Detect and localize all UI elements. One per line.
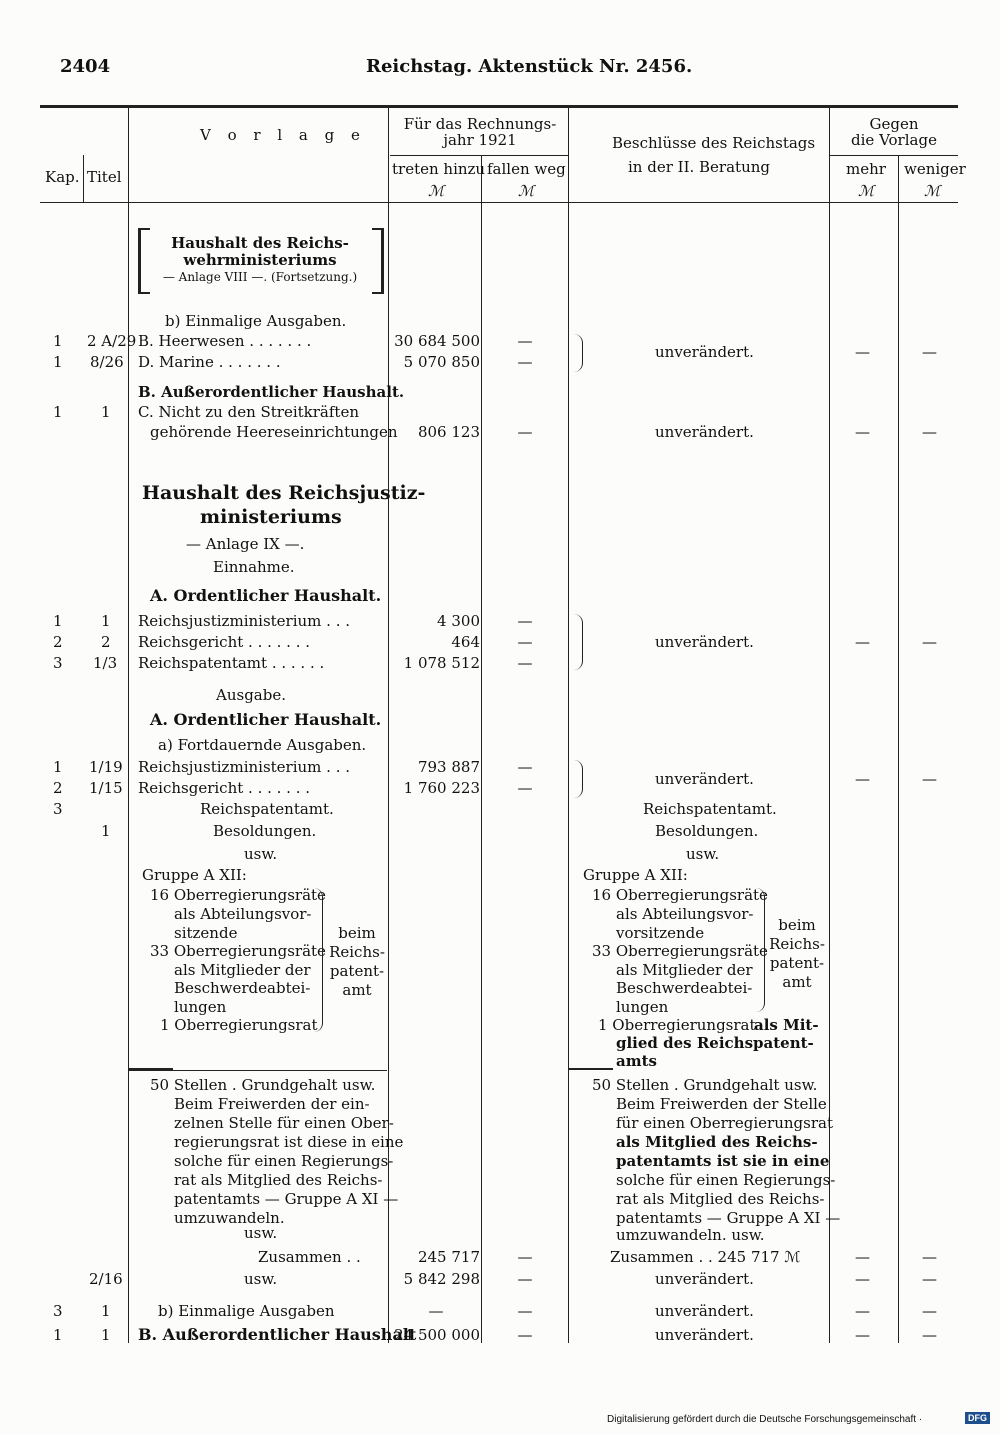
s1-mehr: — xyxy=(855,343,870,361)
s2-e-row2-label: Reichsgericht . . . . . . . xyxy=(138,633,311,651)
s2-e-weniger: — xyxy=(922,633,937,651)
sl-3: regierungsrat ist diese in eine xyxy=(174,1133,404,1151)
sr-8: umzuwandeln. usw. xyxy=(616,1226,765,1244)
sr-4: patentamts ist sie in eine xyxy=(616,1152,830,1170)
col-header-mehr: mehr xyxy=(846,160,886,178)
s1-rowc-kap: 1 xyxy=(53,403,63,421)
zusammen-weniger: — xyxy=(922,1248,937,1266)
s2-a-brace xyxy=(574,760,583,798)
s1-rowc-hinzu: 806 123 xyxy=(417,423,480,441)
sr-0: 50 Stellen . Grundgehalt usw. xyxy=(592,1076,818,1094)
rg-l5: als Mitglieder der xyxy=(616,961,753,979)
s1-ausserordentlich-heading: B. Außerordentlicher Haushalt. xyxy=(138,383,405,401)
s2-usw2: usw. xyxy=(244,1224,278,1242)
s2-patentamt-left: Reichspatentamt. xyxy=(200,800,334,818)
currency-mehr: ℳ xyxy=(858,182,875,200)
s2-title-line1: Haushalt des Reichsjustiz- xyxy=(142,482,426,504)
s2-a-beschluss: unverändert. xyxy=(655,770,754,788)
ao-weg: — xyxy=(517,1326,533,1344)
einm-weniger: — xyxy=(922,1302,937,1320)
section1-einmalige-heading: b) Einmalige Ausgaben. xyxy=(165,312,347,330)
lg-l3: sitzende xyxy=(174,924,238,942)
s2-a-mehr: — xyxy=(855,770,870,788)
s2-a-row2-kap: 2 xyxy=(53,779,63,797)
s2-e-brace xyxy=(574,614,583,670)
table-top-rule xyxy=(40,105,958,108)
s1-row1-weg: — xyxy=(517,332,533,350)
s2-usw-left: usw. xyxy=(244,845,278,863)
s1-rowc-label1: C. Nicht zu den Streitkräften xyxy=(138,403,359,421)
s2-e-row2-weg: — xyxy=(517,633,533,651)
col-header-titel: Titel xyxy=(87,168,122,186)
s1-row2-titel: 8/26 xyxy=(90,353,124,371)
sl-7: umzuwandeln. xyxy=(174,1209,285,1227)
s1-rowc-titel: 1 xyxy=(101,403,111,421)
s2-fortdauernde: a) Fortdauernde Ausgaben. xyxy=(158,736,367,754)
col-header-beschluesse-1: Beschlüsse des Reichstags xyxy=(612,134,816,152)
sr-5: solche für einen Regierungs- xyxy=(616,1171,836,1189)
section1-subtitle: — Anlage VIII —. (Fortsetzung.) xyxy=(162,270,358,284)
s2-e-mehr: — xyxy=(855,633,870,651)
s1-row1-label: B. Heerwesen . . . . . . . xyxy=(138,332,312,350)
col-divider-mehr xyxy=(898,155,899,1343)
rg-l4: 33 Oberregierungsräte xyxy=(592,942,768,960)
currency-hinzu: ℳ xyxy=(428,182,445,200)
sl-6: patentamts — Gruppe A XI — xyxy=(174,1190,399,1208)
s2-e-row3-label: Reichspatentamt . . . . . . xyxy=(138,654,325,672)
zusammen-label: Zusammen . . xyxy=(258,1248,361,1266)
s1-rowc-weniger: — xyxy=(922,423,937,441)
rg-brace xyxy=(756,888,765,1012)
s1-rowc-beschluss: unverändert. xyxy=(655,423,754,441)
lg-l2: als Abteilungsvor- xyxy=(174,905,312,923)
row216-titel: 2/16 xyxy=(89,1270,123,1288)
s2-e-row1-weg: — xyxy=(517,612,533,630)
row216-mehr: — xyxy=(855,1270,870,1288)
col-divider-titel xyxy=(128,108,129,1343)
gegen-divider xyxy=(830,155,958,156)
s1-row2-kap: 1 xyxy=(53,353,63,371)
s2-ordentlich2: A. Ordentlicher Haushalt. xyxy=(150,710,382,729)
s2-a-row2-titel: 1/15 xyxy=(89,779,123,797)
col-header-beschluesse-2: in der II. Beratung xyxy=(628,158,770,176)
s2-e-row2-kap: 2 xyxy=(53,633,63,651)
s2-a-row1-label: Reichsjustizministerium . . . xyxy=(138,758,351,776)
rg-l3: vorsitzende xyxy=(616,924,705,942)
sr-7: patentamts — Gruppe A XI — xyxy=(616,1209,841,1227)
rg-l7: lungen xyxy=(616,998,669,1016)
s1-row1-kap: 1 xyxy=(53,332,63,350)
s2-a-row1-hinzu: 793 887 xyxy=(417,758,480,776)
sl-4: solche für einen Regierungs- xyxy=(174,1152,394,1170)
col-divider-weg xyxy=(568,108,569,1343)
einm-beschluss: unverändert. xyxy=(655,1302,754,1320)
rg-l6: Beschwerdeabtei- xyxy=(616,979,753,997)
col-header-weniger: weniger xyxy=(904,160,966,178)
rg-l9: glied des Reichspatent- xyxy=(616,1034,814,1052)
einm-titel: 1 xyxy=(101,1302,111,1320)
s2-title-line2: ministeriums xyxy=(200,506,342,528)
ao-kap: 1 xyxy=(53,1326,63,1344)
s2-ausgabe: Ausgabe. xyxy=(216,686,286,704)
sr-6: rat als Mitglied des Reichs- xyxy=(616,1190,825,1208)
einm-mehr: — xyxy=(855,1302,870,1320)
einm-label: b) Einmalige Ausgaben xyxy=(158,1302,335,1320)
s2-e-row3-titel: 1/3 xyxy=(93,654,118,672)
s2-usw-right: usw. xyxy=(686,845,720,863)
einm-weg: — xyxy=(517,1302,533,1320)
s2-a-weniger: — xyxy=(922,770,937,788)
rg-l10: amts xyxy=(616,1052,657,1070)
ao-label: B. Außerordentlicher Haushalt xyxy=(138,1325,417,1344)
right-short-rule xyxy=(569,1068,613,1070)
rg-beim: beim Reichs- patent- amt xyxy=(769,916,825,991)
row216-hinzu: 5 842 298 xyxy=(403,1270,480,1288)
zusammen-mehr: — xyxy=(855,1248,870,1266)
lg-l6: Beschwerdeabtei- xyxy=(174,979,311,997)
einm-kap: 3 xyxy=(53,1302,63,1320)
lg-beim: beim Reichs- patent- amt xyxy=(329,924,385,999)
lg-l8: 1 Oberregierungsrat xyxy=(160,1016,318,1034)
ao-titel: 1 xyxy=(101,1326,111,1344)
s2-besoldungen-right: Besoldungen. xyxy=(655,822,759,840)
s2-e-row3-kap: 3 xyxy=(53,654,63,672)
lg-l4: 33 Oberregierungsräte xyxy=(150,942,326,960)
s1-rowc-weg: — xyxy=(517,423,533,441)
col-header-kap: Kap. xyxy=(45,168,80,186)
s2-e-row1-titel: 1 xyxy=(101,612,111,630)
s1-weniger: — xyxy=(922,343,937,361)
s2-e-row3-hinzu: 1 078 512 xyxy=(403,654,480,672)
sr-2: für einen Oberregierungsrat xyxy=(616,1114,833,1132)
rg-l1: 16 Oberregierungsräte xyxy=(592,886,768,904)
col-header-fallen-weg: fallen weg xyxy=(487,160,566,178)
s2-e-row2-hinzu: 464 xyxy=(451,633,480,651)
sl-2: zelnen Stelle für einen Ober- xyxy=(174,1114,394,1132)
sl-1: Beim Freiwerden der ein- xyxy=(174,1095,370,1113)
s1-row2-label: D. Marine . . . . . . . xyxy=(138,353,281,371)
s2-a-row2-weg: — xyxy=(517,779,533,797)
s2-kap3: 3 xyxy=(53,800,63,818)
s2-e-row1-label: Reichsjustizministerium . . . xyxy=(138,612,351,630)
row216-weg: — xyxy=(517,1270,533,1288)
s1-rowc-label2: gehörende Heereseinrichtungen xyxy=(150,423,398,441)
zusammen-hinzu: 245 717 xyxy=(417,1248,480,1266)
col-header-rechnungsjahr: Für das Rechnungs- jahr 1921 xyxy=(403,115,557,149)
rechnungsjahr-divider xyxy=(390,155,568,156)
sr-1: Beim Freiwerden der Stelle xyxy=(616,1095,827,1113)
s2-einnahme: Einnahme. xyxy=(213,558,295,576)
s2-anlage: — Anlage IX —. xyxy=(186,535,305,553)
ao-weniger: — xyxy=(922,1326,937,1344)
s2-e-beschluss: unverändert. xyxy=(655,633,754,651)
row216-weniger: — xyxy=(922,1270,937,1288)
dfg-logo: DFG xyxy=(965,1412,990,1424)
page-number: 2404 xyxy=(60,56,111,77)
s2-titel1: 1 xyxy=(101,822,111,840)
lg-l5: als Mitglieder der xyxy=(174,961,311,979)
rg-l8b: als Mit- xyxy=(754,1016,819,1034)
col-header-gegen: Gegen die Vorlage xyxy=(851,115,937,149)
s1-brace xyxy=(574,334,583,372)
s1-row2-weg: — xyxy=(517,353,533,371)
s2-e-row2-titel: 2 xyxy=(101,633,111,651)
col-header-vorlage: V o r l a g e xyxy=(200,126,366,144)
col-header-treten-hinzu: treten hinzu xyxy=(392,160,486,178)
einm-hinzu: — xyxy=(428,1302,444,1320)
s1-rowc-mehr: — xyxy=(855,423,870,441)
sl-0: 50 Stellen . Grundgehalt usw. xyxy=(150,1076,376,1094)
currency-weniger: ℳ xyxy=(924,182,941,200)
s2-gruppe-left: Gruppe A XII: xyxy=(142,866,247,884)
sr-3: als Mitglied des Reichs- xyxy=(616,1133,818,1151)
ao-mehr: — xyxy=(855,1326,870,1344)
rg-l8a: 1 Oberregierungsrat xyxy=(598,1016,756,1034)
section1-title-line2: wehrministeriums xyxy=(183,251,337,269)
s1-row1-hinzu: 30 684 500 xyxy=(394,332,480,350)
s2-e-row1-hinzu: 4 300 xyxy=(437,612,480,630)
s2-besoldungen-left: Besoldungen. xyxy=(213,822,317,840)
s1-beschluss: unverändert. xyxy=(655,343,754,361)
row216-beschluss: unverändert. xyxy=(655,1270,754,1288)
lg-l7: lungen xyxy=(174,998,227,1016)
s2-a-row2-label: Reichsgericht . . . . . . . xyxy=(138,779,311,797)
s2-e-row1-kap: 1 xyxy=(53,612,63,630)
s2-a-row1-weg: — xyxy=(517,758,533,776)
s1-row1-titel: 2 A/29 xyxy=(87,332,137,350)
s2-a-row1-kap: 1 xyxy=(53,758,63,776)
s2-ordentlich: A. Ordentlicher Haushalt. xyxy=(150,586,382,605)
lg-brace xyxy=(314,888,323,1032)
ao-beschluss: unverändert. xyxy=(655,1326,754,1344)
zusammen-weg: — xyxy=(517,1248,533,1266)
row216-label: usw. xyxy=(244,1270,278,1288)
footer-text: Digitalisierung gefördert durch die Deutsche Forschungsgemeinschaft · xyxy=(607,1414,923,1425)
ao-hinzu: 24 500 000 xyxy=(394,1326,480,1344)
sl-5: rat als Mitglied des Reichs- xyxy=(174,1171,383,1189)
lg-l1: 16 Oberregierungsräte xyxy=(150,886,326,904)
col-divider-kap xyxy=(83,155,84,203)
section1-title-line1: Haushalt des Reichs- xyxy=(171,234,349,252)
s2-a-row2-hinzu: 1 760 223 xyxy=(403,779,480,797)
s2-patentamt-right: Reichspatentamt. xyxy=(643,800,777,818)
s2-a-row1-titel: 1/19 xyxy=(89,758,123,776)
page-title: Reichstag. Aktenstück Nr. 2456. xyxy=(366,56,693,77)
header-bottom-rule xyxy=(40,202,958,203)
s1-row2-hinzu: 5 070 850 xyxy=(403,353,480,371)
currency-weg: ℳ xyxy=(518,182,535,200)
zusammen-right: Zusammen . . 245 717 ℳ xyxy=(610,1248,801,1266)
rg-l2: als Abteilungsvor- xyxy=(616,905,754,923)
left-block-rule xyxy=(129,1070,387,1071)
s2-e-row3-weg: — xyxy=(517,654,533,672)
s2-gruppe-right: Gruppe A XII: xyxy=(583,866,688,884)
